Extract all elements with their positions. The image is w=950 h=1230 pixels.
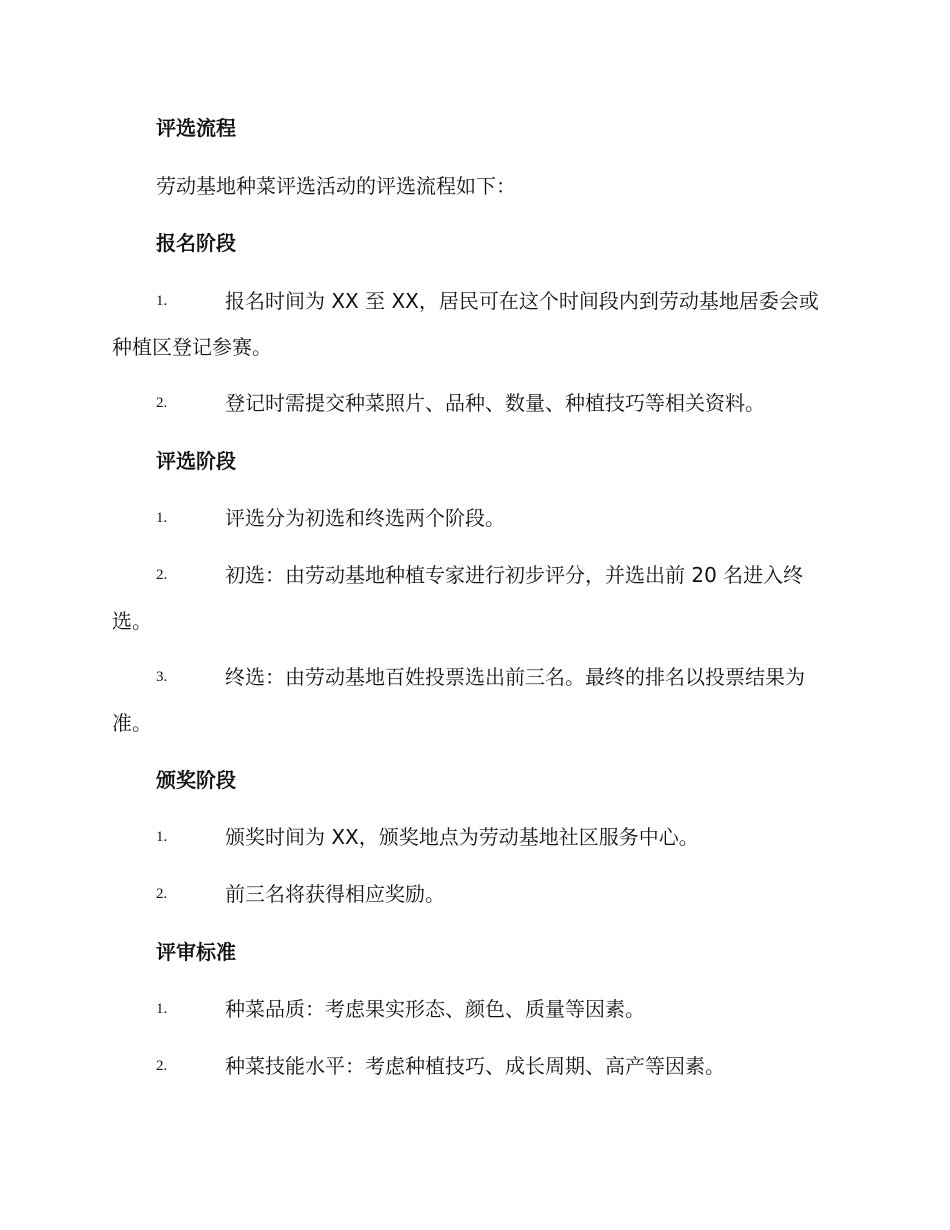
list-item-number: 2. <box>156 395 168 411</box>
list-item <box>112 1043 838 1089</box>
list-item <box>112 871 838 917</box>
list-item-number: 3. <box>156 669 168 685</box>
list-item-number: 2. <box>156 1058 168 1074</box>
list-item <box>112 814 838 860</box>
list-item-text: 初选：由劳动基地种植专家进行初步评分，并选出前 20 名进入终选。 <box>112 563 804 633</box>
intro-paragraph: 劳动基地种菜评选活动的评选流程如下： <box>156 174 516 198</box>
section-heading-selection: 评选阶段 <box>156 449 236 473</box>
list-item <box>112 495 838 541</box>
list-item-text: 终选：由劳动基地百姓投票选出前三名。最终的排名以投票结果为准。 <box>112 665 805 735</box>
list-item <box>112 552 838 644</box>
list-item-text: 前三名将获得相应奖励。 <box>225 882 445 906</box>
list-item-text: 种菜技能水平：考虑种植技巧、成长周期、高产等因素。 <box>225 1054 725 1078</box>
section-heading-signup: 报名阶段 <box>156 231 236 255</box>
list-item-number: 2. <box>156 886 168 902</box>
section-heading-criteria: 评审标准 <box>156 940 236 964</box>
list-item-number: 2. <box>156 567 168 583</box>
list-item <box>112 278 838 370</box>
list-item-text: 报名时间为 XX 至 XX，居民可在这个时间段内到劳动基地居委会或种植区登记参赛。 <box>112 289 819 359</box>
list-item-text: 评选分为初选和终选两个阶段。 <box>225 506 505 530</box>
list-item-text: 登记时需提交种菜照片、品种、数量、种植技巧等相关资料。 <box>225 391 765 415</box>
list-item-number: 1. <box>156 1001 168 1017</box>
list-item-number: 1. <box>156 829 168 845</box>
list-item-text: 种菜品质：考虑果实形态、颜色、质量等因素。 <box>225 997 645 1021</box>
list-item-text: 颁奖时间为 XX，颁奖地点为劳动基地社区服务中心。 <box>225 825 699 849</box>
list-item <box>112 986 838 1032</box>
list-item <box>112 654 838 746</box>
section-heading-process: 评选流程 <box>156 116 236 140</box>
list-item-number: 1. <box>156 510 168 526</box>
list-item-number: 1. <box>156 293 168 309</box>
list-item <box>112 380 838 426</box>
section-heading-award: 颁奖阶段 <box>156 768 236 792</box>
